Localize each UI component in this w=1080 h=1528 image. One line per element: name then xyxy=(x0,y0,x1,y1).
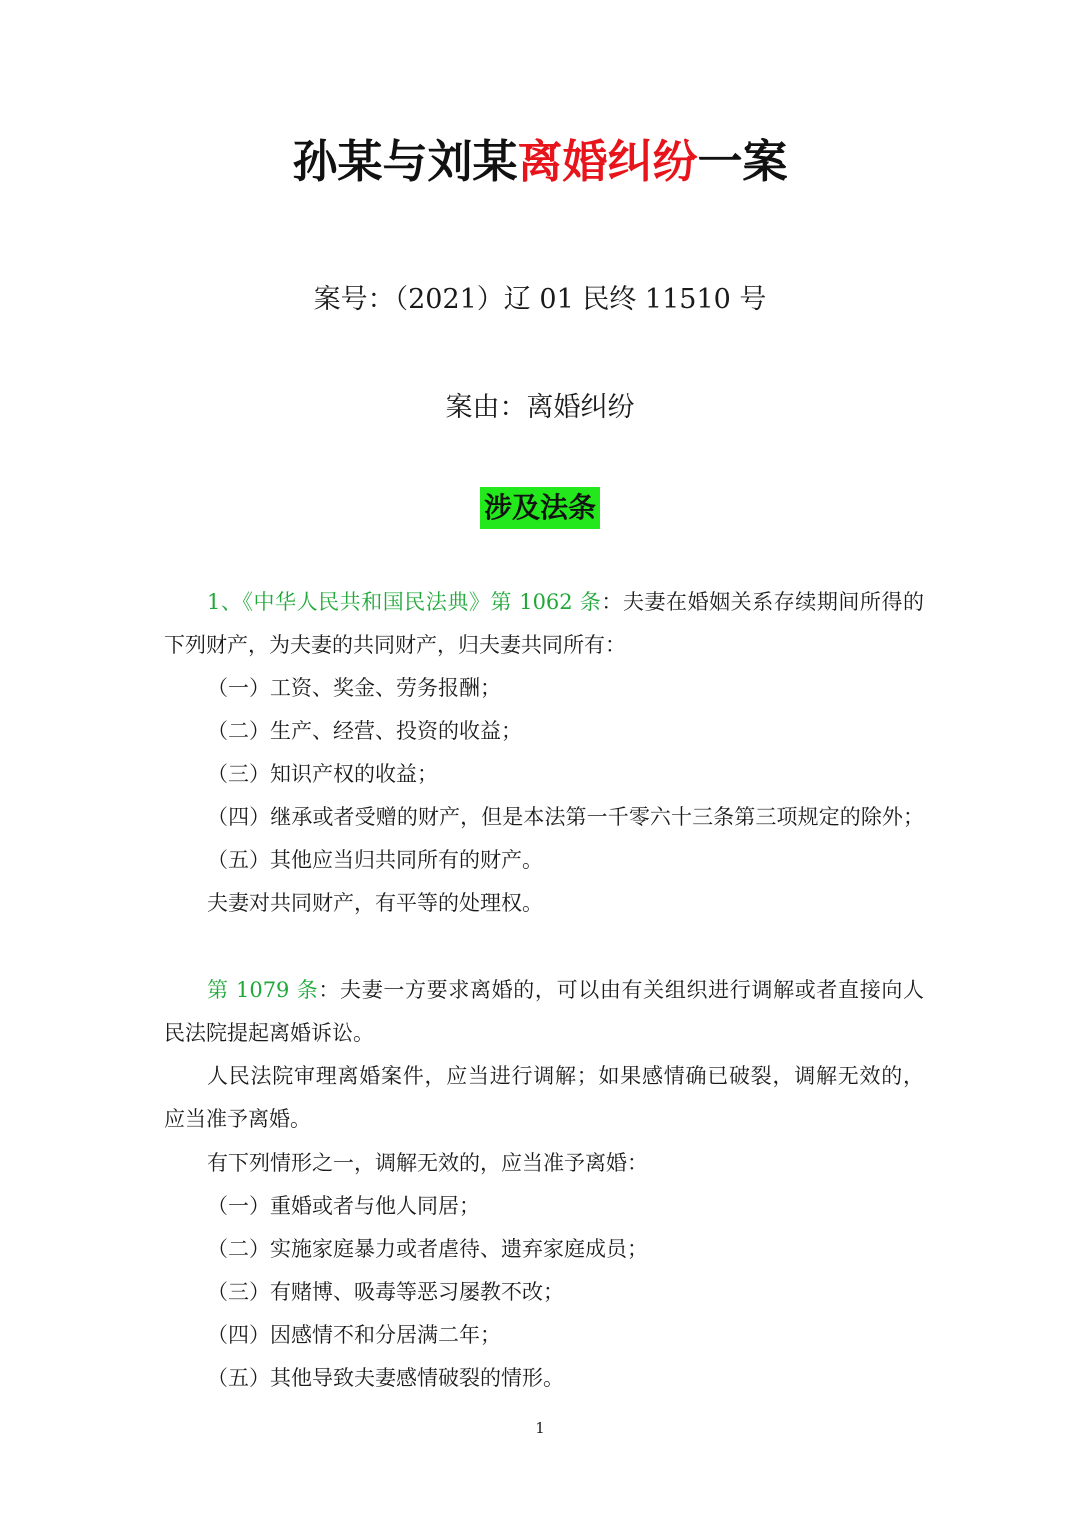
article1-intro-cont: 下列财产，为夫妻的共同财产，归夫妻共同所有： xyxy=(164,633,626,657)
article1-item: （一）工资、奖金、劳务报酬； xyxy=(207,676,501,700)
article1-item: （三）知识产权的收益； xyxy=(207,762,438,786)
section-heading xyxy=(0,487,1080,529)
article2-item: （三）有赌博、吸毒等恶习屡教不改； xyxy=(207,1280,564,1304)
title-highlight: 离婚纠纷 xyxy=(517,135,698,188)
page-number: 1 xyxy=(535,1419,545,1437)
article2-item: （五）其他导致夫妻感情破裂的情形。 xyxy=(207,1366,564,1390)
article2-para3: 有下列情形之一，调解无效的，应当准予离婚： xyxy=(207,1151,648,1175)
case-cause: 案由：离婚纠纷 xyxy=(445,392,635,423)
title-suffix: 一案 xyxy=(697,135,788,188)
article1-item: （四）继承或者受赠的财产，但是本法第一千零六十三条第三项规定的除外； xyxy=(207,805,924,829)
article2-intro-cont: 民法院提起离婚诉讼。 xyxy=(164,1021,374,1045)
article2-ref: 第 1079 条 xyxy=(207,978,319,1002)
article2-para2-line2: 应当准予离婚。 xyxy=(164,1107,311,1131)
article2-para2-line1: 人民法院审理离婚案件，应当进行调解；如果感情确已破裂，调解无效的， xyxy=(207,1064,924,1088)
article2-intro xyxy=(207,975,924,1005)
article1-intro-rest: ：夫妻在婚姻关系存续期间所得的 xyxy=(601,590,925,614)
article2-item: （一）重婚或者与他人同居； xyxy=(207,1194,480,1218)
article1-intro xyxy=(207,587,924,617)
article1-closing: 夫妻对共同财产，有平等的处理权。 xyxy=(207,891,543,915)
document-title xyxy=(0,132,1080,192)
article2-intro-rest: ：夫妻一方要求离婚的，可以由有关组织进行调解或者直接向人 xyxy=(318,978,924,1002)
section-label: 涉及法条 xyxy=(480,487,600,529)
article2-item: （二）实施家庭暴力或者虐待、遗弃家庭成员； xyxy=(207,1237,648,1261)
title-prefix: 孙某与刘某 xyxy=(292,135,518,188)
article1-item: （五）其他应当归共同所有的财产。 xyxy=(207,848,543,872)
article1-ref: 1、《中华人民共和国民法典》第 1062 条 xyxy=(207,590,602,614)
article2-item: （四）因感情不和分居满二年； xyxy=(207,1323,501,1347)
case-number: 案号：（2021）辽 01 民终 11510 号 xyxy=(313,284,767,315)
article1-item: （二）生产、经营、投资的收益； xyxy=(207,719,522,743)
